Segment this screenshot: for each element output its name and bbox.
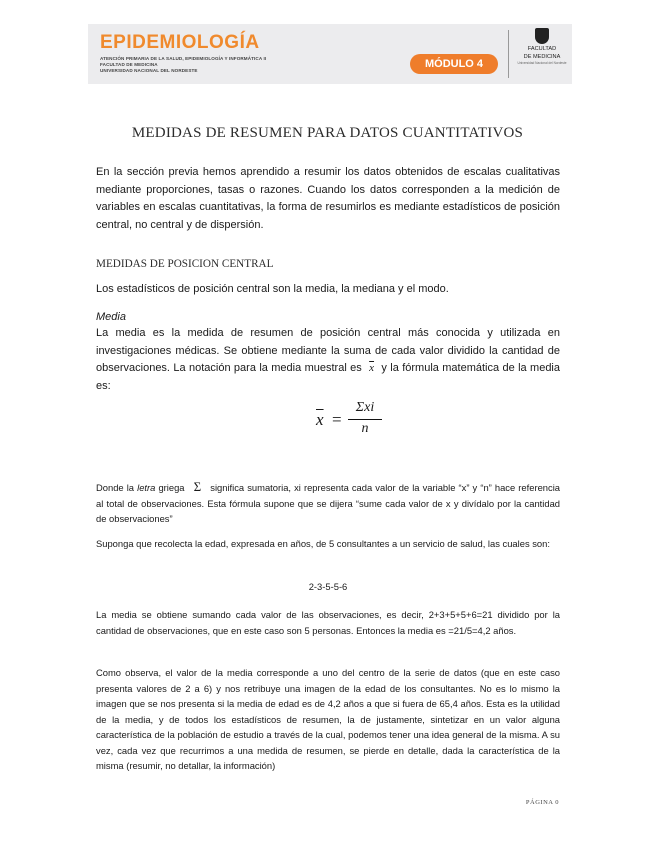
header-line-1: ATENCIÓN PRIMARIA DE LA SALUD, EPIDEMIOLOGÍA Y INFORMÁTICA II: [100, 56, 267, 61]
faculty-logo: [516, 28, 568, 84]
intro-paragraph: En la sección previa hemos aprendido a resumir los datos obtenidos de escalas cualitativas mediante proporciones, tasas o razones. Cuando los datos corresponden a la medición de variables en escalas cuantitativas, la forma de resumirlos es mediante estadísticos de posición central, no central y de dispersión.: [96, 166, 560, 231]
mean-formula: [316, 400, 396, 440]
formula-numerator: Σxi: [355, 400, 375, 415]
modulo-badge: MÓDULO 4: [410, 54, 498, 74]
header-divider: [508, 30, 509, 78]
donde-paragraph: [96, 479, 560, 527]
faculty-name-2: DE MEDICINA: [523, 54, 561, 60]
data-series: 2-3-5-5-6: [308, 581, 348, 592]
header-line-3: UNIVERSIDAD NACIONAL DEL NORDESTE: [100, 68, 198, 73]
page-header: [88, 24, 572, 84]
formula-equals: =: [332, 410, 342, 429]
donde-text-b: griega: [158, 482, 185, 493]
faculty-university: Universidad Nacional del Nordeste: [517, 61, 567, 65]
fraction-bar: [348, 419, 382, 420]
media-text-b: y la fórmula matemática de la media es:: [96, 362, 560, 392]
section-heading: MEDIDAS DE POSICION CENTRAL: [96, 258, 274, 270]
brand-title: EPIDEMIOLOGÍA: [100, 32, 260, 53]
central-paragraph: Los estadísticos de posición central son la media, la mediana y el modo.: [96, 283, 449, 295]
formula-denominator: n: [361, 421, 369, 436]
page-number: PÁGINA 0: [525, 799, 559, 806]
formula-lhs: $\overline{x}$: [316, 410, 324, 429]
x-bar-symbol: $\overline{x}$: [369, 362, 375, 374]
como-paragraph: Como observa, el valor de la media corresponde a uno del centro de la serie de datos (que en este caso presenta valores de 2 a 6) y nos retribuye una imagen de la edad de los consultantes. No es lo mismo la imagen que se nos presenta si la media de edad es de 4,2 años a que si fuera de 65,4 años. Esta es la utilidad de la media, y de todos los estadísticos de resumen, la de justamente, sintetizar en un valor alguna característica de la población de estudio a través de la cual, podemos tener una idea general de la misma. A su vez, cada vez que recurrimos a una medida de resumen, se pierde en detalle, dada la característica de la misma (resumir, no detallar, la información): [96, 667, 560, 771]
donde-text-a: Donde la: [96, 482, 135, 493]
media-paragraph: [96, 325, 560, 395]
page-title: MEDIDAS DE RESUMEN PARA DATOS CUANTITATIVOS: [131, 125, 524, 141]
shield-icon: [535, 28, 549, 44]
faculty-name-1: FACULTAD: [527, 46, 557, 52]
sigma-symbol: Σ: [193, 479, 202, 494]
donde-text-c: significa sumatoria, xi representa cada valor de la variable “x” y “n” hace referencia al total de observaciones. Esta fórmula supone que se dijera “sume cada valor de x y divídalo por la cantidad de observaciones”: [96, 482, 560, 524]
donde-letra: letra: [137, 482, 156, 493]
header-line-2: FACULTAD DE MEDICINA: [100, 62, 158, 67]
media-label: Media: [96, 311, 126, 323]
media-text-a: La media es la medida de resumen de posición central más conocida y utilizada en investigaciones médicas. Se obtiene mediante la suma de cada valor dividido la cantidad de observaciones. La notación para la media muestral es: [96, 327, 560, 374]
suponga-paragraph: Suponga que recolecta la edad, expresada en años, de 5 consultantes a un servicio de salud, las cuales son:: [96, 538, 550, 549]
media-calc-paragraph: La media se obtiene sumando cada valor de las observaciones, es decir, 2+3+5+5+6=21 dividido por la cantidad de observaciones, que en este caso son 5 personas. Entonces la media es =21/5=4,2 años.: [96, 609, 560, 636]
